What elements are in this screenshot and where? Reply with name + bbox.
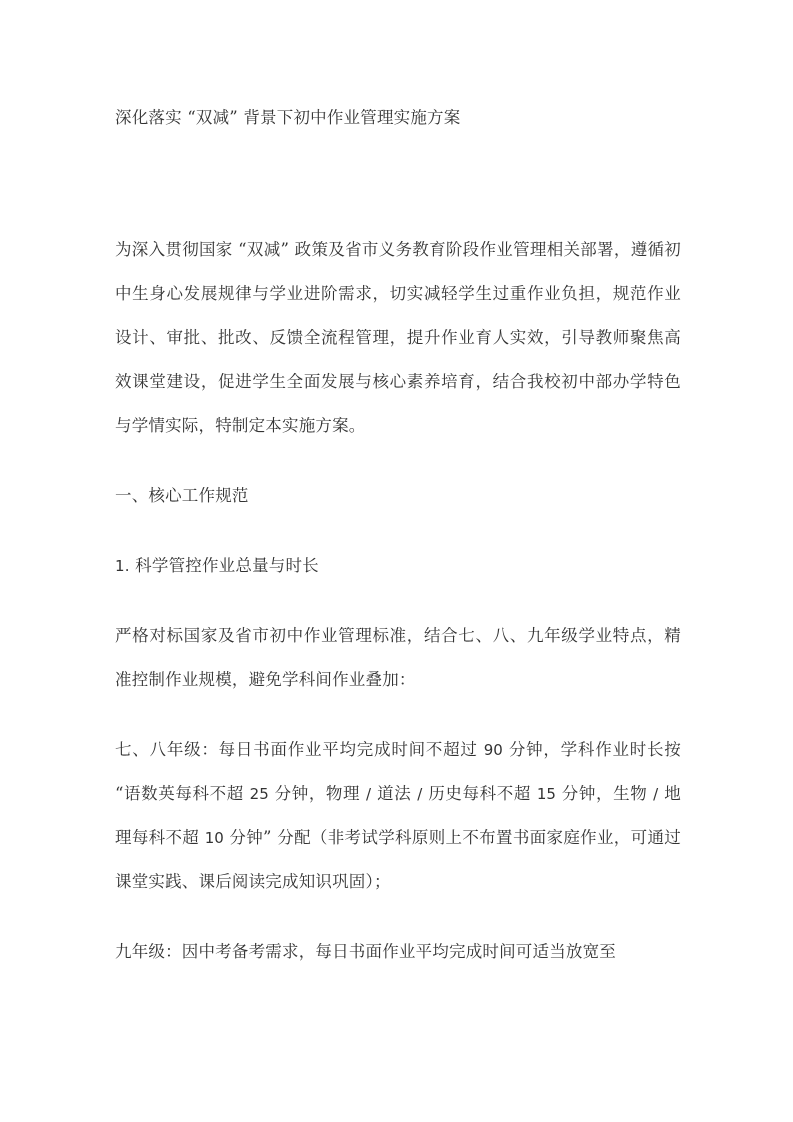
document-title: 深化落实 “双减” 背景下初中作业管理实施方案 [115, 108, 461, 127]
document-content [115, 96, 681, 974]
preamble-paragraph: 为深入贯彻国家 “双减” 政策及省市义务教育阶段作业管理相关部署，遵循初中生身心发展规律与学业进阶需求，切实减轻学生过重作业负担，规范作业设计、审批、批改、反馈全流程管理，提升作业育人实效，引导教师聚焦高效课堂建设，促进学生全面发展与核心素养培育，结合我校初中部办学特色与学情实际，特制定本实施方案。 [115, 240, 681, 435]
subsection-title: 科学管控作业总量与时长 [135, 556, 319, 575]
grade-78-mid-2: 分钟，物理 [268, 784, 366, 803]
subject-separator-1: / [366, 785, 372, 803]
grade-78-mid-3: 道法 [371, 784, 418, 803]
grade-78-core-subject-minutes: 25 [249, 785, 269, 803]
subject-separator-3: / [653, 785, 659, 803]
grade-78-mid-6: 地理每科不超 [115, 784, 681, 847]
grade-78-total-minutes: 90 [483, 741, 503, 759]
grade-78-suffix: 分钟” 分配（非考试学科原则上不布置书面家庭作业，可通过课堂实践、课后阅读完成知识巩固）； [115, 828, 681, 891]
grade-78-paragraph [115, 728, 681, 904]
subsection-heading-homework-volume [115, 544, 681, 588]
grade-9-paragraph: 九年级：因中考备考需求，每日书面作业平均完成时间可适当放宽至 [115, 942, 616, 961]
grade-78-secondary-subject-minutes: 15 [536, 785, 556, 803]
grade-78-mid-5: 分钟，生物 [555, 784, 654, 803]
grade-78-minor-subject-minutes: 10 [204, 829, 224, 847]
subsection-intro-paragraph: 严格对标国家及省市初中作业管理标准，结合七、八、九年级学业特点，精准控制作业规模，避免学科间作业叠加： [115, 626, 681, 689]
grade-78-mid-4: 历史每科不超 [422, 784, 537, 803]
subject-separator-2: / [417, 785, 423, 803]
section-heading-core-work-norms: 一、核心工作规范 [115, 486, 249, 505]
subsection-number: 1. [115, 557, 130, 575]
grade-78-mid-1: 分钟，学科作业时长按 “语数英每科不超 [115, 740, 681, 803]
grade-78-prefix: 七、八年级：每日书面作业平均完成时间不超过 [115, 740, 484, 759]
